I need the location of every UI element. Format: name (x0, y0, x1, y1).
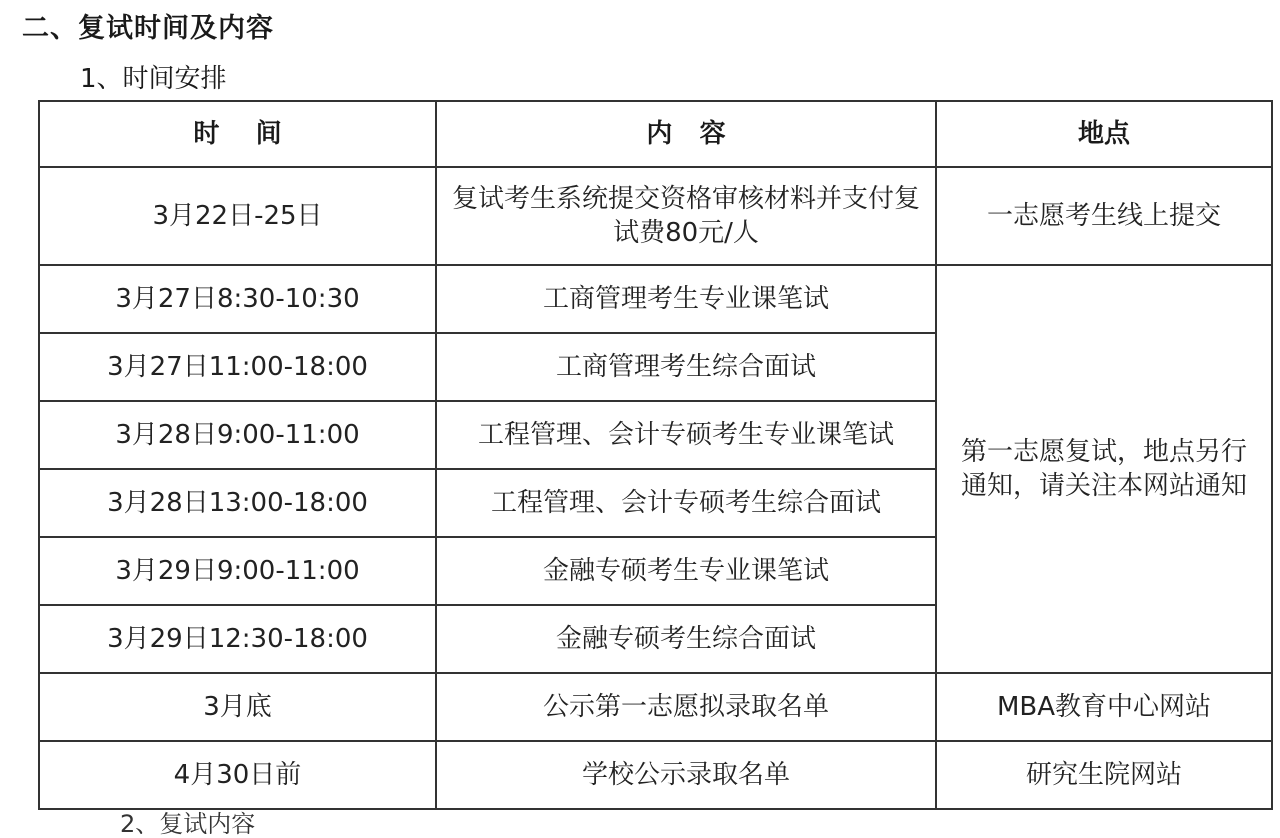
cell-content: 公示第一志愿拟录取名单 (436, 673, 936, 741)
cell-content: 金融专硕考生专业课笔试 (436, 537, 936, 605)
table-row (39, 673, 1272, 741)
cell-content: 工商管理考生专业课笔试 (436, 265, 936, 333)
section-heading: 二、复试时间及内容 (22, 13, 274, 44)
cell-time: 3月29日12:30-18:00 (39, 605, 436, 673)
cell-location-merged: 第一志愿复试，地点另行通知，请关注本网站通知 (936, 265, 1272, 673)
cell-time: 3月28日9:00-11:00 (39, 401, 436, 469)
cell-content: 工程管理、会计专硕考生综合面试 (436, 469, 936, 537)
header-content: 内 容 (436, 101, 936, 167)
cell-content: 金融专硕考生综合面试 (436, 605, 936, 673)
cell-content: 复试考生系统提交资格审核材料并支付复试费80元/人 (436, 167, 936, 265)
header-location: 地点 (936, 101, 1272, 167)
cell-location: 一志愿考生线上提交 (936, 167, 1272, 265)
table-row (39, 265, 1272, 333)
cell-time: 3月底 (39, 673, 436, 741)
header-time: 时 间 (39, 101, 436, 167)
table-header-row (39, 101, 1272, 167)
cell-time: 3月28日13:00-18:00 (39, 469, 436, 537)
table-row (39, 167, 1272, 265)
cell-content: 工商管理考生综合面试 (436, 333, 936, 401)
cell-location: 研究生院网站 (936, 741, 1272, 809)
schedule-table (38, 100, 1273, 810)
cell-time: 3月27日11:00-18:00 (39, 333, 436, 401)
cell-time: 4月30日前 (39, 741, 436, 809)
sub-heading: 1、时间安排 (80, 64, 227, 94)
cell-time: 3月27日8:30-10:30 (39, 265, 436, 333)
cell-content: 学校公示录取名单 (436, 741, 936, 809)
next-section-heading-cut: 2、复试内容 (120, 810, 256, 838)
cell-location: MBA教育中心网站 (936, 673, 1272, 741)
cell-time: 3月22日-25日 (39, 167, 436, 265)
table-row (39, 741, 1272, 809)
cell-time: 3月29日9:00-11:00 (39, 537, 436, 605)
cell-content: 工程管理、会计专硕考生专业课笔试 (436, 401, 936, 469)
